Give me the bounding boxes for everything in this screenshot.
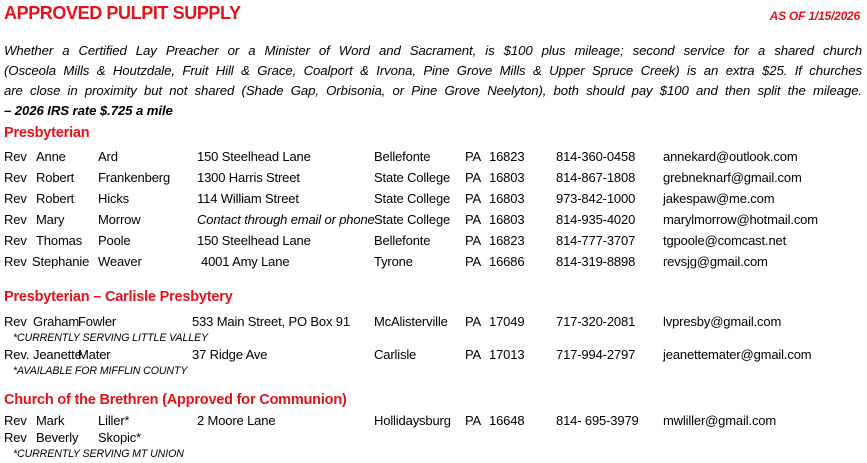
first-name: Robert	[36, 170, 75, 185]
last-name: Fowler	[78, 314, 117, 329]
state: PA	[465, 233, 482, 248]
page-title: APPROVED PULPIT SUPPLY	[4, 3, 241, 23]
phone: 814- 695-3979	[556, 413, 639, 428]
last-name: Frankenberg	[98, 170, 171, 185]
first-name: Beverly	[36, 430, 79, 445]
first-name: Mary	[36, 212, 65, 227]
table-row	[0, 146, 867, 167]
section-carlisle-presbytery	[0, 288, 867, 378]
email: tgpoole@comcast.net	[663, 233, 787, 248]
title-cell: Rev	[4, 170, 27, 185]
zip: 17049	[489, 314, 525, 329]
last-name: Ard	[98, 149, 118, 164]
address: 1300 Harris Street	[197, 170, 300, 185]
email: mwliller@gmail.com	[663, 413, 777, 428]
zip: 16803	[489, 170, 525, 185]
city: Bellefonte	[374, 149, 431, 164]
city: Carlisle	[374, 347, 417, 362]
state: PA	[465, 191, 482, 206]
phone: 814-777-3707	[556, 233, 636, 248]
last-name: Weaver	[98, 254, 142, 269]
email: jakespaw@me.com	[663, 191, 775, 206]
address: 4001 Amy Lane	[201, 254, 290, 269]
zip: 16823	[489, 233, 525, 248]
city: McAlisterville	[374, 314, 448, 329]
last-name: Hicks	[98, 191, 130, 206]
first-name: Thomas	[36, 233, 83, 248]
intro-line: (Osceola Mills & Houtzdale, Fruit Hill & Grace, Coalport & Irvona, Pine Grove Mills & Upper Spruce Creek) is an extra $25. If churches	[4, 63, 862, 78]
title-cell: Rev.	[4, 347, 30, 362]
address: 150 Steelhead Lane	[197, 233, 311, 248]
first-name: Anne	[36, 149, 66, 164]
title-cell: Rev	[4, 233, 27, 248]
city: Tyrone	[374, 254, 413, 269]
as-of-date: AS OF 1/15/2026	[769, 9, 860, 23]
zip: 16803	[489, 212, 525, 227]
availability-note: *AVAILABLE FOR MIFFLIN COUNTY	[13, 365, 188, 377]
first-name: Robert	[36, 191, 75, 206]
section-rows	[0, 313, 867, 378]
title-cell: Rev	[4, 430, 27, 445]
email: grebneknarf@gmail.com	[663, 170, 802, 185]
serving-note: *CURRENTLY SERVING MT UNION	[13, 448, 184, 460]
table-row	[0, 209, 867, 230]
title-cell: Rev	[4, 212, 27, 227]
address-note: Contact through email or phone	[197, 212, 375, 227]
zip: 16823	[489, 149, 525, 164]
table-row	[0, 345, 867, 364]
address: 37 Ridge Ave	[192, 347, 268, 362]
email: lvpresby@gmail.com	[663, 314, 782, 329]
title-cell: Rev	[4, 254, 27, 269]
title-cell: Rev	[4, 314, 27, 329]
last-name: Liller*	[98, 413, 130, 428]
first-name: Stephanie	[32, 254, 90, 269]
last-name: Mater	[78, 347, 111, 362]
phone: 717-320-2081	[556, 314, 636, 329]
first-name: Mark	[36, 413, 65, 428]
last-name: Skopic*	[98, 430, 142, 445]
section-church-of-the-brethren	[0, 391, 867, 461]
zip: 16648	[489, 413, 525, 428]
phone: 717-994-2797	[556, 347, 636, 362]
zip: 16686	[489, 254, 525, 269]
address: 533 Main Street, PO Box 91	[192, 314, 350, 329]
address: 150 Steelhead Lane	[197, 149, 311, 164]
city: Hollidaysburg	[374, 413, 451, 428]
state: PA	[465, 170, 482, 185]
table-row	[0, 230, 867, 251]
email: jeanettemater@gmail.com	[663, 347, 812, 362]
phone: 814-935-4020	[556, 212, 636, 227]
address: 114 William Street	[197, 191, 299, 206]
state: PA	[465, 149, 482, 164]
state: PA	[465, 212, 482, 227]
phone: 814-360-0458	[556, 149, 636, 164]
phone: 814-867-1808	[556, 170, 636, 185]
first-name: Jeanette	[33, 347, 82, 362]
section-heading: Presbyterian – Carlisle Presbytery	[4, 289, 233, 305]
intro-line: Whether a Certified Lay Preacher or a Minister of Word and Sacrament, is $100 plus mileage; second service for a shared church	[4, 43, 862, 58]
phone: 814-319-8898	[556, 254, 636, 269]
email: marylmorrow@hotmail.com	[663, 212, 818, 227]
table-row	[0, 412, 867, 429]
phone: 973-842-1000	[556, 191, 636, 206]
address: 2 Moore Lane	[197, 413, 276, 428]
section-presbyterian	[0, 124, 867, 272]
email: revsjg@gmail.com	[663, 254, 768, 269]
state: PA	[465, 314, 482, 329]
section-heading: Presbyterian	[4, 125, 90, 141]
first-name: Graham	[33, 314, 80, 329]
title-cell: Rev	[4, 149, 27, 164]
section-rows	[0, 412, 867, 461]
zip: 17013	[489, 347, 525, 362]
state: PA	[465, 413, 482, 428]
zip: 16803	[489, 191, 525, 206]
section-heading: Church of the Brethren (Approved for Communion)	[4, 392, 347, 408]
title-cell: Rev	[4, 191, 27, 206]
email: annekard@outlook.com	[663, 149, 798, 164]
state: PA	[465, 347, 482, 362]
state: PA	[465, 254, 482, 269]
table-row	[0, 188, 867, 209]
irs-rate-note: – 2026 IRS rate $.725 a mile	[4, 103, 173, 118]
city: Bellefonte	[374, 233, 431, 248]
city: State College	[374, 212, 451, 227]
table-row	[0, 313, 867, 331]
last-name: Morrow	[98, 212, 141, 227]
intro-paragraph	[4, 41, 862, 121]
table-row	[0, 167, 867, 188]
intro-line: are close in proximity but not shared (Shade Gap, Orbisonia, or Pine Grove Neelyton), both should pay $100 and then split the mileage.	[4, 83, 862, 98]
table-row	[0, 429, 867, 447]
city: State College	[374, 191, 451, 206]
table-row	[0, 251, 867, 272]
serving-note: *CURRENTLY SERVING LITTLE VALLEY	[13, 332, 209, 344]
city: State College	[374, 170, 451, 185]
title-cell: Rev	[4, 413, 27, 428]
last-name: Poole	[98, 233, 131, 248]
section-rows	[0, 146, 867, 272]
